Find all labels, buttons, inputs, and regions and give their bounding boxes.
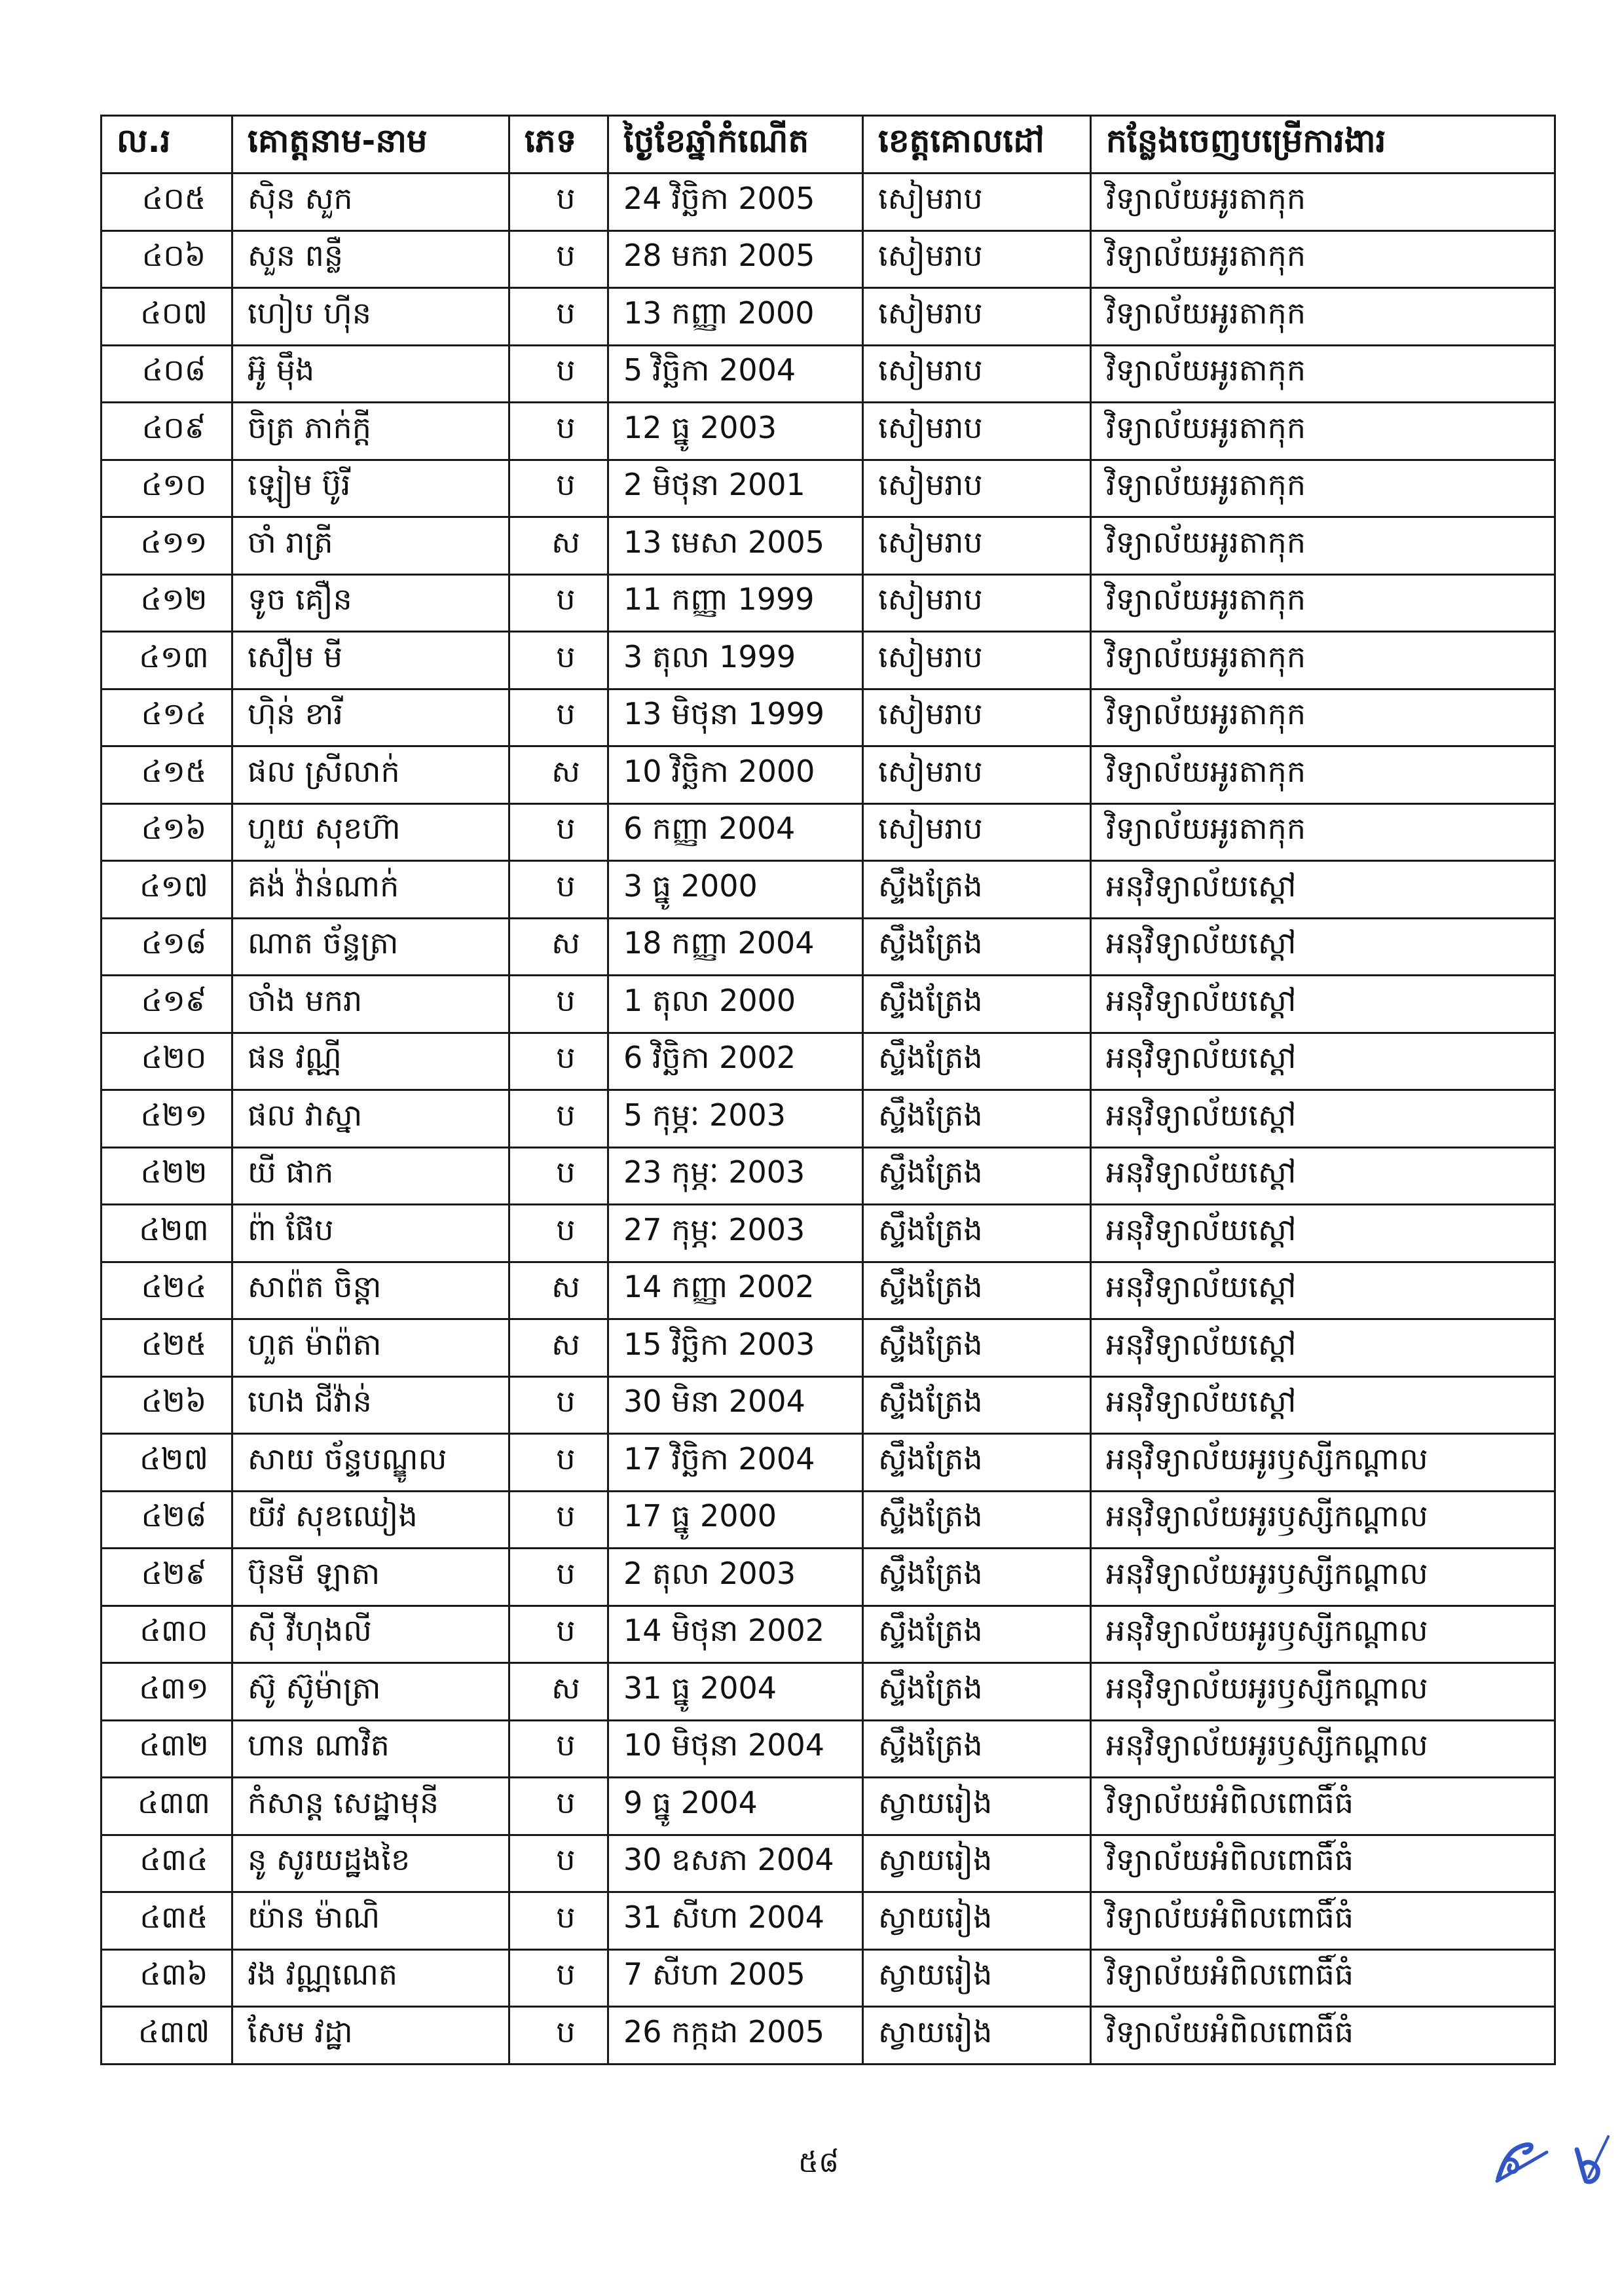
cell-row-number: ៤១៦	[101, 803, 232, 861]
cell-date-of-birth: 3 តុលា 1999	[608, 632, 863, 689]
cell-target-province: ស្ទឹងត្រែង	[863, 1434, 1091, 1492]
table-row	[101, 1606, 1555, 1663]
cell-sex: ប	[509, 1892, 608, 1950]
cell-sex: ប	[509, 803, 608, 861]
cell-row-number: ៤១៧	[101, 861, 232, 919]
table-row	[101, 574, 1555, 632]
cell-target-province: សៀមរាប	[863, 460, 1091, 517]
cell-row-number: ៤២៩	[101, 1549, 232, 1606]
table-row	[101, 861, 1555, 919]
table-row	[101, 517, 1555, 575]
cell-date-of-birth: 13 មេសា 2005	[608, 517, 863, 575]
cell-sex: ស	[509, 1663, 608, 1721]
cell-date-of-birth: 2 មិថុនា 2001	[608, 460, 863, 517]
table-row	[101, 1205, 1555, 1262]
header-number: ល.រ	[101, 116, 232, 174]
cell-target-province: ស្វាយរៀង	[863, 1778, 1091, 1835]
cell-date-of-birth: 15 វិច្ឆិកា 2003	[608, 1319, 863, 1377]
cell-date-of-birth: 10 មិថុនា 2004	[608, 1720, 863, 1778]
cell-sex: ប	[509, 861, 608, 919]
table-row	[101, 632, 1555, 689]
cell-sex: ស	[509, 918, 608, 976]
table-row	[101, 1778, 1555, 1835]
cell-full-name: អ៊ូ ម៉ឹង	[232, 345, 509, 403]
cell-date-of-birth: 5 កុម្ភៈ 2003	[608, 1090, 863, 1148]
table-row	[101, 1033, 1555, 1090]
cell-row-number: ៤៣៤	[101, 1835, 232, 1892]
table-row	[101, 1147, 1555, 1205]
cell-target-province: ស្ទឹងត្រែង	[863, 976, 1091, 1033]
cell-row-number: ៤២៦	[101, 1376, 232, 1434]
cell-full-name: ផន វណ្ណី	[232, 1033, 509, 1090]
cell-workplace: វិទ្យាល័យអូរតាកុក	[1091, 689, 1555, 746]
cell-workplace: វិទ្យាល័យអំពិលពោធិ៍ធំ	[1091, 1778, 1555, 1835]
cell-date-of-birth: 17 វិច្ឆិកា 2004	[608, 1434, 863, 1492]
roster-table	[100, 115, 1556, 2065]
cell-row-number: ៤១៨	[101, 918, 232, 976]
cell-date-of-birth: 7 សីហា 2005	[608, 1949, 863, 2007]
cell-date-of-birth: 18 កញ្ញា 2004	[608, 918, 863, 976]
cell-full-name: កំសាន្ត សេដ្ឋាមុនី	[232, 1778, 509, 1835]
cell-workplace: អនុវិទ្យាល័យស្តៅ	[1091, 1033, 1555, 1090]
cell-full-name: ស៊ិន សួក	[232, 174, 509, 231]
cell-full-name: ព៉ា ផ៊ែប	[232, 1205, 509, 1262]
table-header-row	[101, 116, 1555, 174]
cell-row-number: ៤១៩	[101, 976, 232, 1033]
header-target-province: ខេត្តគោលដៅ	[863, 116, 1091, 174]
cell-target-province: សៀមរាប	[863, 230, 1091, 288]
cell-row-number: ៤១៤	[101, 689, 232, 746]
cell-row-number: ៤២៣	[101, 1205, 232, 1262]
cell-workplace: អនុវិទ្យាល័យអូរឫស្សីកណ្តាល	[1091, 1663, 1555, 1721]
cell-date-of-birth: 26 កក្កដា 2005	[608, 2007, 863, 2065]
cell-full-name: សែម វដ្ឋា	[232, 2007, 509, 2065]
cell-workplace: អនុវិទ្យាល័យអូរឫស្សីកណ្តាល	[1091, 1549, 1555, 1606]
cell-sex: ប	[509, 689, 608, 746]
table-row	[101, 1549, 1555, 1606]
cell-workplace: អនុវិទ្យាល័យអូរឫស្សីកណ្តាល	[1091, 1720, 1555, 1778]
cell-sex: ប	[509, 1090, 608, 1148]
cell-full-name: សឿម មី	[232, 632, 509, 689]
table-row	[101, 1376, 1555, 1434]
cell-row-number: ៤១០	[101, 460, 232, 517]
cell-target-province: សៀមរាប	[863, 803, 1091, 861]
header-name: គោត្តនាម-នាម	[232, 116, 509, 174]
cell-workplace: អនុវិទ្យាល័យស្តៅ	[1091, 1376, 1555, 1434]
cell-workplace: អនុវិទ្យាល័យស្តៅ	[1091, 976, 1555, 1033]
cell-sex: ប	[509, 632, 608, 689]
cell-full-name: សាព៉ត ចិន្តា	[232, 1262, 509, 1319]
cell-date-of-birth: 6 វិច្ឆិកា 2002	[608, 1033, 863, 1090]
cell-full-name: ហេង ជីវ៉ាន់	[232, 1376, 509, 1434]
cell-row-number: ៤០៧	[101, 288, 232, 346]
cell-target-province: ស្ទឹងត្រែង	[863, 1606, 1091, 1663]
cell-row-number: ៤៣៣	[101, 1778, 232, 1835]
cell-target-province: ស្វាយរៀង	[863, 2007, 1091, 2065]
cell-row-number: ៤៣២	[101, 1720, 232, 1778]
cell-full-name: ស៊ី វីហុងលី	[232, 1606, 509, 1663]
cell-target-province: ស្ទឹងត្រែង	[863, 1262, 1091, 1319]
cell-target-province: ស្វាយរៀង	[863, 1949, 1091, 2007]
cell-target-province: ស្វាយរៀង	[863, 1835, 1091, 1892]
cell-row-number: ៤២៤	[101, 1262, 232, 1319]
cell-target-province: សៀមរាប	[863, 632, 1091, 689]
cell-date-of-birth: 24 វិច្ឆិកា 2005	[608, 174, 863, 231]
cell-full-name: យ៉ាន ម៉ាណិ	[232, 1892, 509, 1950]
cell-target-province: សៀមរាប	[863, 517, 1091, 575]
cell-row-number: ៤១២	[101, 574, 232, 632]
table-row	[101, 1319, 1555, 1377]
cell-full-name: ហ៊ិន់ ខារី	[232, 689, 509, 746]
cell-date-of-birth: 11 កញ្ញា 1999	[608, 574, 863, 632]
table-row	[101, 288, 1555, 346]
cell-full-name: ចាំង មករា	[232, 976, 509, 1033]
cell-workplace: វិទ្យាល័យអំពិលពោធិ៍ធំ	[1091, 1949, 1555, 2007]
cell-sex: ប	[509, 1606, 608, 1663]
cell-workplace: វិទ្យាល័យអូរតាកុក	[1091, 345, 1555, 403]
cell-workplace: អនុវិទ្យាល័យស្តៅ	[1091, 1205, 1555, 1262]
cell-date-of-birth: 13 មិថុនា 1999	[608, 689, 863, 746]
cell-sex: ប	[509, 345, 608, 403]
cell-workplace: អនុវិទ្យាល័យអូរឫស្សីកណ្តាល	[1091, 1434, 1555, 1492]
cell-workplace: វិទ្យាល័យអូរតាកុក	[1091, 632, 1555, 689]
cell-row-number: ៤២២	[101, 1147, 232, 1205]
cell-workplace: វិទ្យាល័យអូរតាកុក	[1091, 403, 1555, 460]
cell-sex: ប	[509, 288, 608, 346]
cell-workplace: អនុវិទ្យាល័យស្តៅ	[1091, 1319, 1555, 1377]
cell-full-name: ប៊ុនមី ឡាតា	[232, 1549, 509, 1606]
cell-date-of-birth: 17 ធ្នូ 2000	[608, 1491, 863, 1549]
table-row	[101, 746, 1555, 804]
roster-body	[101, 174, 1555, 2065]
cell-target-province: ស្ទឹងត្រែង	[863, 1549, 1091, 1606]
cell-target-province: ស្ទឹងត្រែង	[863, 861, 1091, 919]
table-row	[101, 174, 1555, 231]
cell-sex: ប	[509, 174, 608, 231]
cell-workplace: វិទ្យាល័យអូរតាកុក	[1091, 746, 1555, 804]
table-row	[101, 803, 1555, 861]
cell-sex: ប	[509, 2007, 608, 2065]
cell-workplace: វិទ្យាល័យអំពិលពោធិ៍ធំ	[1091, 1835, 1555, 1892]
cell-target-province: សៀមរាប	[863, 689, 1091, 746]
cell-target-province: សៀមរាប	[863, 403, 1091, 460]
cell-row-number: ៤០៦	[101, 230, 232, 288]
cell-target-province: ស្ទឹងត្រែង	[863, 918, 1091, 976]
cell-sex: ប	[509, 976, 608, 1033]
cell-full-name: នូ សូរយដ្ឋងខៃ	[232, 1835, 509, 1892]
header-workplace: កន្លែងចេញបម្រើការងារ	[1091, 116, 1555, 174]
cell-full-name: សាយ ច័ន្ទបណ្ឌូល	[232, 1434, 509, 1492]
table-row	[101, 1663, 1555, 1721]
cell-workplace: វិទ្យាល័យអំពិលពោធិ៍ធំ	[1091, 2007, 1555, 2065]
cell-target-province: ស្ទឹងត្រែង	[863, 1147, 1091, 1205]
cell-target-province: ស្ទឹងត្រែង	[863, 1491, 1091, 1549]
cell-date-of-birth: 28 មករា 2005	[608, 230, 863, 288]
cell-full-name: ឡៀម ប៊ូរី	[232, 460, 509, 517]
cell-sex: ប	[509, 1376, 608, 1434]
cell-sex: ប	[509, 1033, 608, 1090]
cell-date-of-birth: 30 ឧសភា 2004	[608, 1835, 863, 1892]
cell-workplace: វិទ្យាល័យអូរតាកុក	[1091, 517, 1555, 575]
cell-sex: ប	[509, 1549, 608, 1606]
cell-workplace: អនុវិទ្យាល័យអូរឫស្សីកណ្តាល	[1091, 1606, 1555, 1663]
table-row	[101, 1434, 1555, 1492]
cell-full-name: ណាត ច័ន្ទត្រា	[232, 918, 509, 976]
cell-target-province: ស្ទឹងត្រែង	[863, 1376, 1091, 1434]
cell-row-number: ៤៣០	[101, 1606, 232, 1663]
handwritten-initials	[1467, 2131, 1624, 2197]
table-row	[101, 1491, 1555, 1549]
cell-sex: ប	[509, 403, 608, 460]
cell-row-number: ៤២០	[101, 1033, 232, 1090]
table-row	[101, 976, 1555, 1033]
cell-sex: ស	[509, 1262, 608, 1319]
cell-date-of-birth: 6 កញ្ញា 2004	[608, 803, 863, 861]
cell-row-number: ៤១៥	[101, 746, 232, 804]
table-row	[101, 1720, 1555, 1778]
table-row	[101, 1892, 1555, 1950]
cell-date-of-birth: 23 កុម្ភៈ 2003	[608, 1147, 863, 1205]
cell-target-province: សៀមរាប	[863, 345, 1091, 403]
cell-full-name: វង វណ្ណណេត	[232, 1949, 509, 2007]
table-row	[101, 918, 1555, 976]
cell-date-of-birth: 10 វិច្ឆិកា 2000	[608, 746, 863, 804]
cell-date-of-birth: 13 កញ្ញា 2000	[608, 288, 863, 346]
cell-full-name: ហួយ សុខហ៊ា	[232, 803, 509, 861]
cell-workplace: អនុវិទ្យាល័យអូរឫស្សីកណ្តាល	[1091, 1491, 1555, 1549]
cell-target-province: ស្ទឹងត្រែង	[863, 1205, 1091, 1262]
cell-sex: ស	[509, 1319, 608, 1377]
cell-sex: ប	[509, 1720, 608, 1778]
cell-full-name: ស៊ូ ស៊ូម៉ាត្រា	[232, 1663, 509, 1721]
cell-sex: ស	[509, 746, 608, 804]
cell-date-of-birth: 14 កញ្ញា 2002	[608, 1262, 863, 1319]
table-row	[101, 230, 1555, 288]
cell-sex: ប	[509, 1434, 608, 1492]
cell-sex: ប	[509, 230, 608, 288]
cell-full-name: ហៀប ហ៊ីន	[232, 288, 509, 346]
cell-workplace: វិទ្យាល័យអូរតាកុក	[1091, 174, 1555, 231]
cell-full-name: ហួត ម៉ាព៉តា	[232, 1319, 509, 1377]
cell-workplace: វិទ្យាល័យអូរតាកុក	[1091, 803, 1555, 861]
cell-date-of-birth: 31 សីហា 2004	[608, 1892, 863, 1950]
cell-row-number: ៤២១	[101, 1090, 232, 1148]
cell-full-name: ហាន ណាវិត	[232, 1720, 509, 1778]
cell-row-number: ៤៣៧	[101, 2007, 232, 2065]
table-row	[101, 689, 1555, 746]
cell-date-of-birth: 1 តុលា 2000	[608, 976, 863, 1033]
header-date-of-birth: ថ្ងៃខែឆ្នាំកំណើត	[608, 116, 863, 174]
cell-full-name: ទូច គឿន	[232, 574, 509, 632]
cell-date-of-birth: 9 ធ្នូ 2004	[608, 1778, 863, 1835]
cell-workplace: អនុវិទ្យាល័យស្តៅ	[1091, 1262, 1555, 1319]
cell-row-number: ៤៣៥	[101, 1892, 232, 1950]
table-row	[101, 1262, 1555, 1319]
cell-workplace: វិទ្យាល័យអូរតាកុក	[1091, 288, 1555, 346]
cell-row-number: ៤២៧	[101, 1434, 232, 1492]
cell-workplace: អនុវិទ្យាល័យស្តៅ	[1091, 1090, 1555, 1148]
page-number: ៥៨	[798, 2146, 840, 2179]
cell-sex: ប	[509, 1491, 608, 1549]
cell-date-of-birth: 31 ធ្នូ 2004	[608, 1663, 863, 1721]
cell-sex: ប	[509, 1147, 608, 1205]
table-row	[101, 403, 1555, 460]
cell-date-of-birth: 5 វិច្ឆិកា 2004	[608, 345, 863, 403]
table-row	[101, 460, 1555, 517]
cell-workplace: អនុវិទ្យាល័យស្តៅ	[1091, 861, 1555, 919]
cell-sex: ស	[509, 517, 608, 575]
cell-target-province: ស្ទឹងត្រែង	[863, 1663, 1091, 1721]
cell-row-number: ៤០៩	[101, 403, 232, 460]
cell-workplace: អនុវិទ្យាល័យស្តៅ	[1091, 1147, 1555, 1205]
table-row	[101, 1835, 1555, 1892]
cell-full-name: គង់ វ៉ាន់ណាក់	[232, 861, 509, 919]
cell-target-province: ស្វាយរៀង	[863, 1892, 1091, 1950]
cell-sex: ប	[509, 1205, 608, 1262]
cell-full-name: ចិត្រ ភាក់ក្តី	[232, 403, 509, 460]
cell-row-number: ៤៣១	[101, 1663, 232, 1721]
cell-workplace: វិទ្យាល័យអូរតាកុក	[1091, 230, 1555, 288]
table-row	[101, 1090, 1555, 1148]
cell-row-number: ៤១១	[101, 517, 232, 575]
cell-workplace: វិទ្យាល័យអូរតាកុក	[1091, 460, 1555, 517]
cell-row-number: ៤០៨	[101, 345, 232, 403]
cell-target-province: ស្ទឹងត្រែង	[863, 1720, 1091, 1778]
cell-date-of-birth: 27 កុម្ភៈ 2003	[608, 1205, 863, 1262]
cell-row-number: ៤០៥	[101, 174, 232, 231]
table-row	[101, 1949, 1555, 2007]
cell-date-of-birth: 30 មិនា 2004	[608, 1376, 863, 1434]
cell-target-province: ស្ទឹងត្រែង	[863, 1033, 1091, 1090]
header-sex: ភេទ	[509, 116, 608, 174]
cell-target-province: ស្ទឹងត្រែង	[863, 1319, 1091, 1377]
cell-target-province: សៀមរាប	[863, 746, 1091, 804]
cell-row-number: ៤១៣	[101, 632, 232, 689]
cell-sex: ប	[509, 1835, 608, 1892]
cell-target-province: សៀមរាប	[863, 288, 1091, 346]
cell-row-number: ៤៣៦	[101, 1949, 232, 2007]
cell-full-name: ចាំ រាត្រី	[232, 517, 509, 575]
cell-date-of-birth: 14 មិថុនា 2002	[608, 1606, 863, 1663]
cell-sex: ប	[509, 574, 608, 632]
cell-row-number: ៤២៨	[101, 1491, 232, 1549]
cell-row-number: ៤២៥	[101, 1319, 232, 1377]
cell-date-of-birth: 3 ធ្នូ 2000	[608, 861, 863, 919]
cell-workplace: វិទ្យាល័យអំពិលពោធិ៍ធំ	[1091, 1892, 1555, 1950]
table-row	[101, 345, 1555, 403]
cell-target-province: ស្ទឹងត្រែង	[863, 1090, 1091, 1148]
cell-full-name: យីវ សុខឈៀង	[232, 1491, 509, 1549]
cell-full-name: ផល វាស្នា	[232, 1090, 509, 1148]
cell-date-of-birth: 12 ធ្នូ 2003	[608, 403, 863, 460]
table-row	[101, 2007, 1555, 2065]
cell-workplace: អនុវិទ្យាល័យស្តៅ	[1091, 918, 1555, 976]
cell-full-name: យី ផាក	[232, 1147, 509, 1205]
cell-full-name: សួន ពន្លឺ	[232, 230, 509, 288]
cell-sex: ប	[509, 1778, 608, 1835]
cell-date-of-birth: 2 តុលា 2003	[608, 1549, 863, 1606]
cell-target-province: សៀមរាប	[863, 174, 1091, 231]
cell-workplace: វិទ្យាល័យអូរតាកុក	[1091, 574, 1555, 632]
cell-sex: ប	[509, 1949, 608, 2007]
cell-sex: ប	[509, 460, 608, 517]
cell-full-name: ផល ស្រីលាក់	[232, 746, 509, 804]
cell-target-province: សៀមរាប	[863, 574, 1091, 632]
